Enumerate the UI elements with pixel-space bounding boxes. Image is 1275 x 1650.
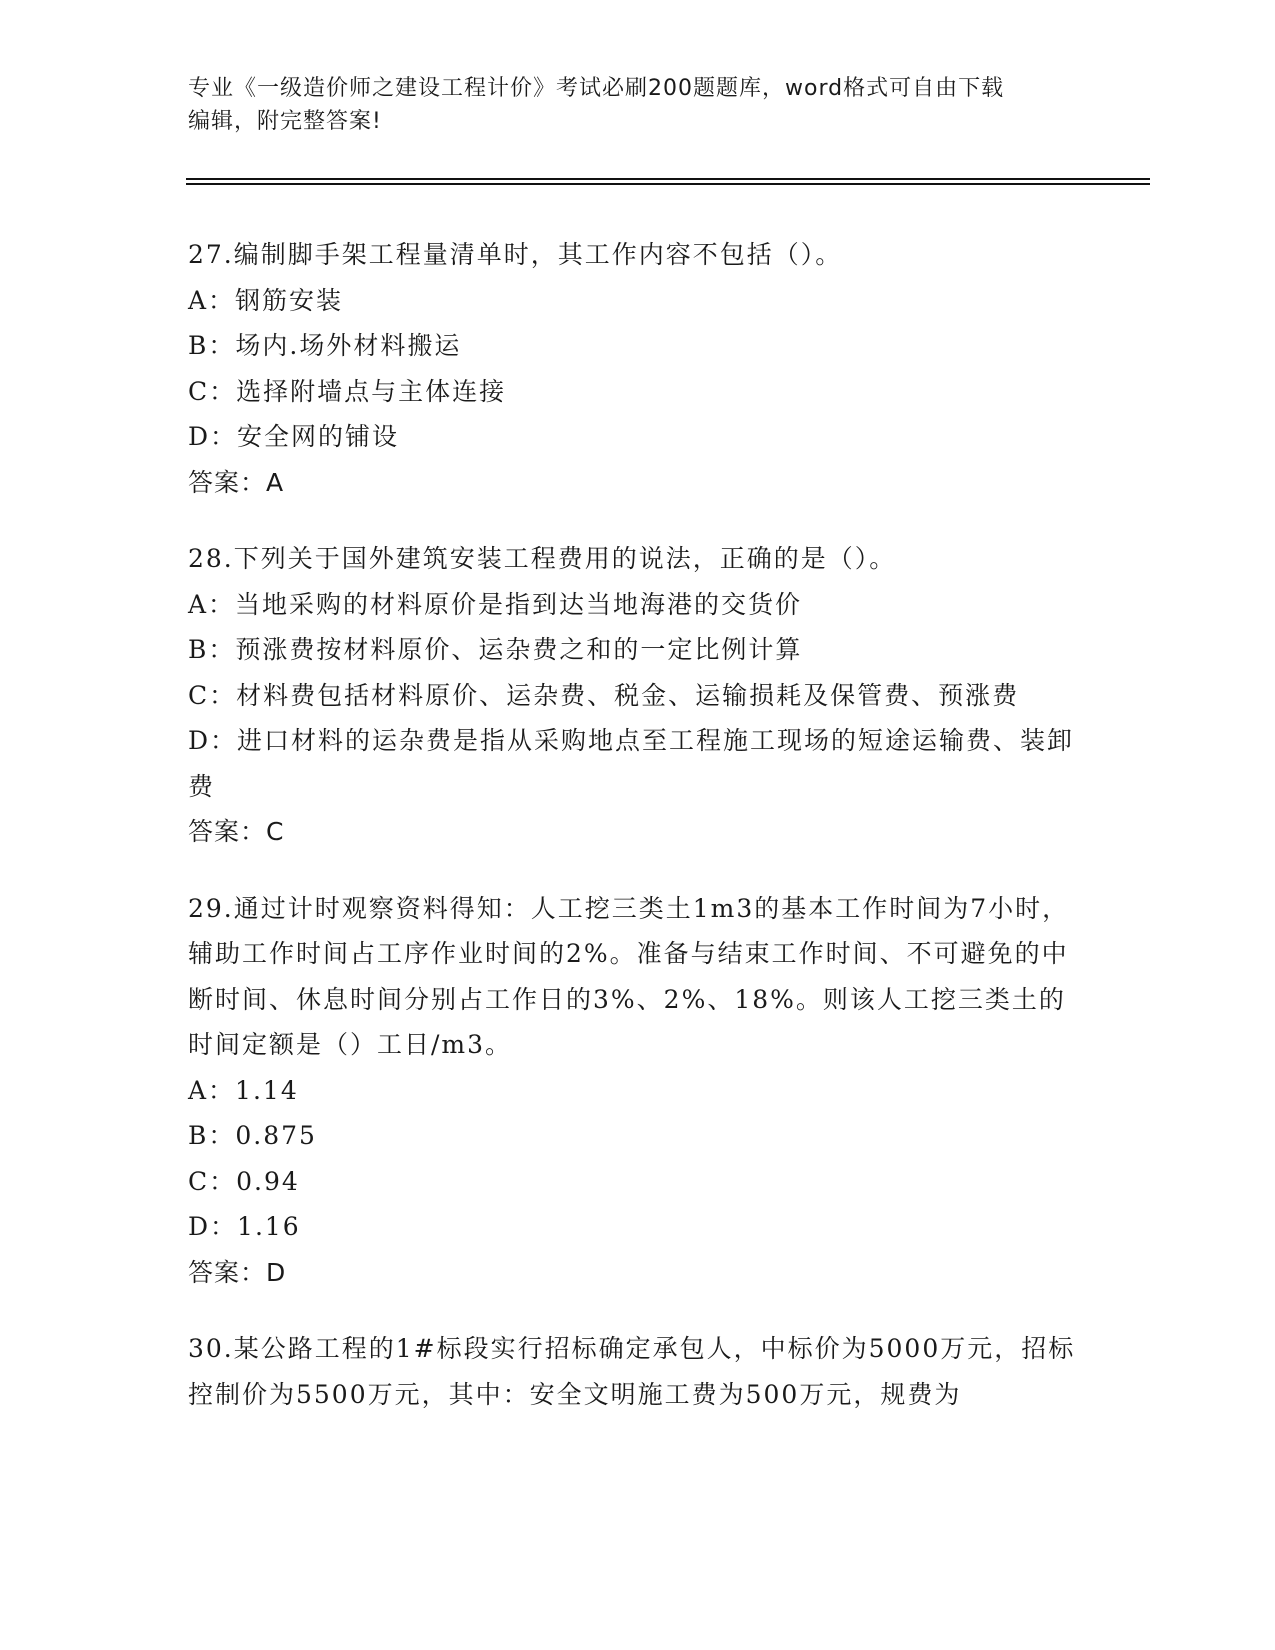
option-a: A：钢筋安装 bbox=[188, 285, 344, 315]
answer: 答案：D bbox=[188, 1257, 287, 1287]
question-27 bbox=[188, 232, 1088, 505]
question-stem: 28.下列关于国外建筑安装工程费用的说法，正确的是（）。 bbox=[188, 544, 897, 573]
question-29 bbox=[188, 886, 1088, 1296]
option-b: B：场内.场外材料搬运 bbox=[188, 331, 462, 360]
header-divider-top bbox=[186, 178, 1150, 180]
answer: 答案：C bbox=[188, 817, 285, 846]
option-c: C：材料费包括材料原价、运杂费、税金、运输损耗及保管费、预涨费 bbox=[188, 680, 1020, 710]
option-c: C：选择附墙点与主体连接 bbox=[188, 376, 507, 406]
option-a: A：当地采购的材料原价是指到达当地海港的交货价 bbox=[188, 589, 803, 619]
question-stem: 30.某公路工程的1#标段实行招标确定承包人，中标价为5000万元，招标控制价为5500万元，其中：安全文明施工费为500万元，规费为 bbox=[188, 1334, 1076, 1409]
option-a: A：1.14 bbox=[188, 1075, 299, 1105]
question-list bbox=[188, 232, 1088, 1448]
answer: 答案：A bbox=[188, 467, 285, 497]
question-28 bbox=[188, 536, 1088, 855]
header-line-1: 专业《一级造价师之建设工程计价》考试必刷200题题库，word格式可自由下载 bbox=[188, 76, 1005, 101]
header-line-2: 编辑，附完整答案! bbox=[188, 109, 382, 134]
question-30 bbox=[188, 1326, 1088, 1417]
option-d: D：1.16 bbox=[188, 1212, 301, 1241]
option-d: D：进口材料的运杂费是指从采购地点至工程施工现场的短途运输费、装卸费 bbox=[188, 726, 1075, 801]
header-divider-bottom bbox=[186, 183, 1150, 185]
option-b: B：预涨费按材料原价、运杂费之和的一定比例计算 bbox=[188, 635, 803, 664]
question-stem: 27.编制脚手架工程量清单时，其工作内容不包括（）。 bbox=[188, 240, 843, 269]
option-c: C：0.94 bbox=[188, 1166, 300, 1196]
option-b: B：0.875 bbox=[188, 1121, 317, 1150]
option-d: D：安全网的铺设 bbox=[188, 422, 400, 451]
question-stem: 29.通过计时观察资料得知：人工挖三类土1m3的基本工作时间为7小时，辅助工作时间占工序作业时间的2%。准备与结束工作时间、不可避免的中断时间、休息时间分别占工作日的3%、2%、18%。则该人工挖三类土的时间定额是（）工日/m3。 bbox=[188, 893, 1070, 1059]
document-header bbox=[188, 72, 1088, 138]
